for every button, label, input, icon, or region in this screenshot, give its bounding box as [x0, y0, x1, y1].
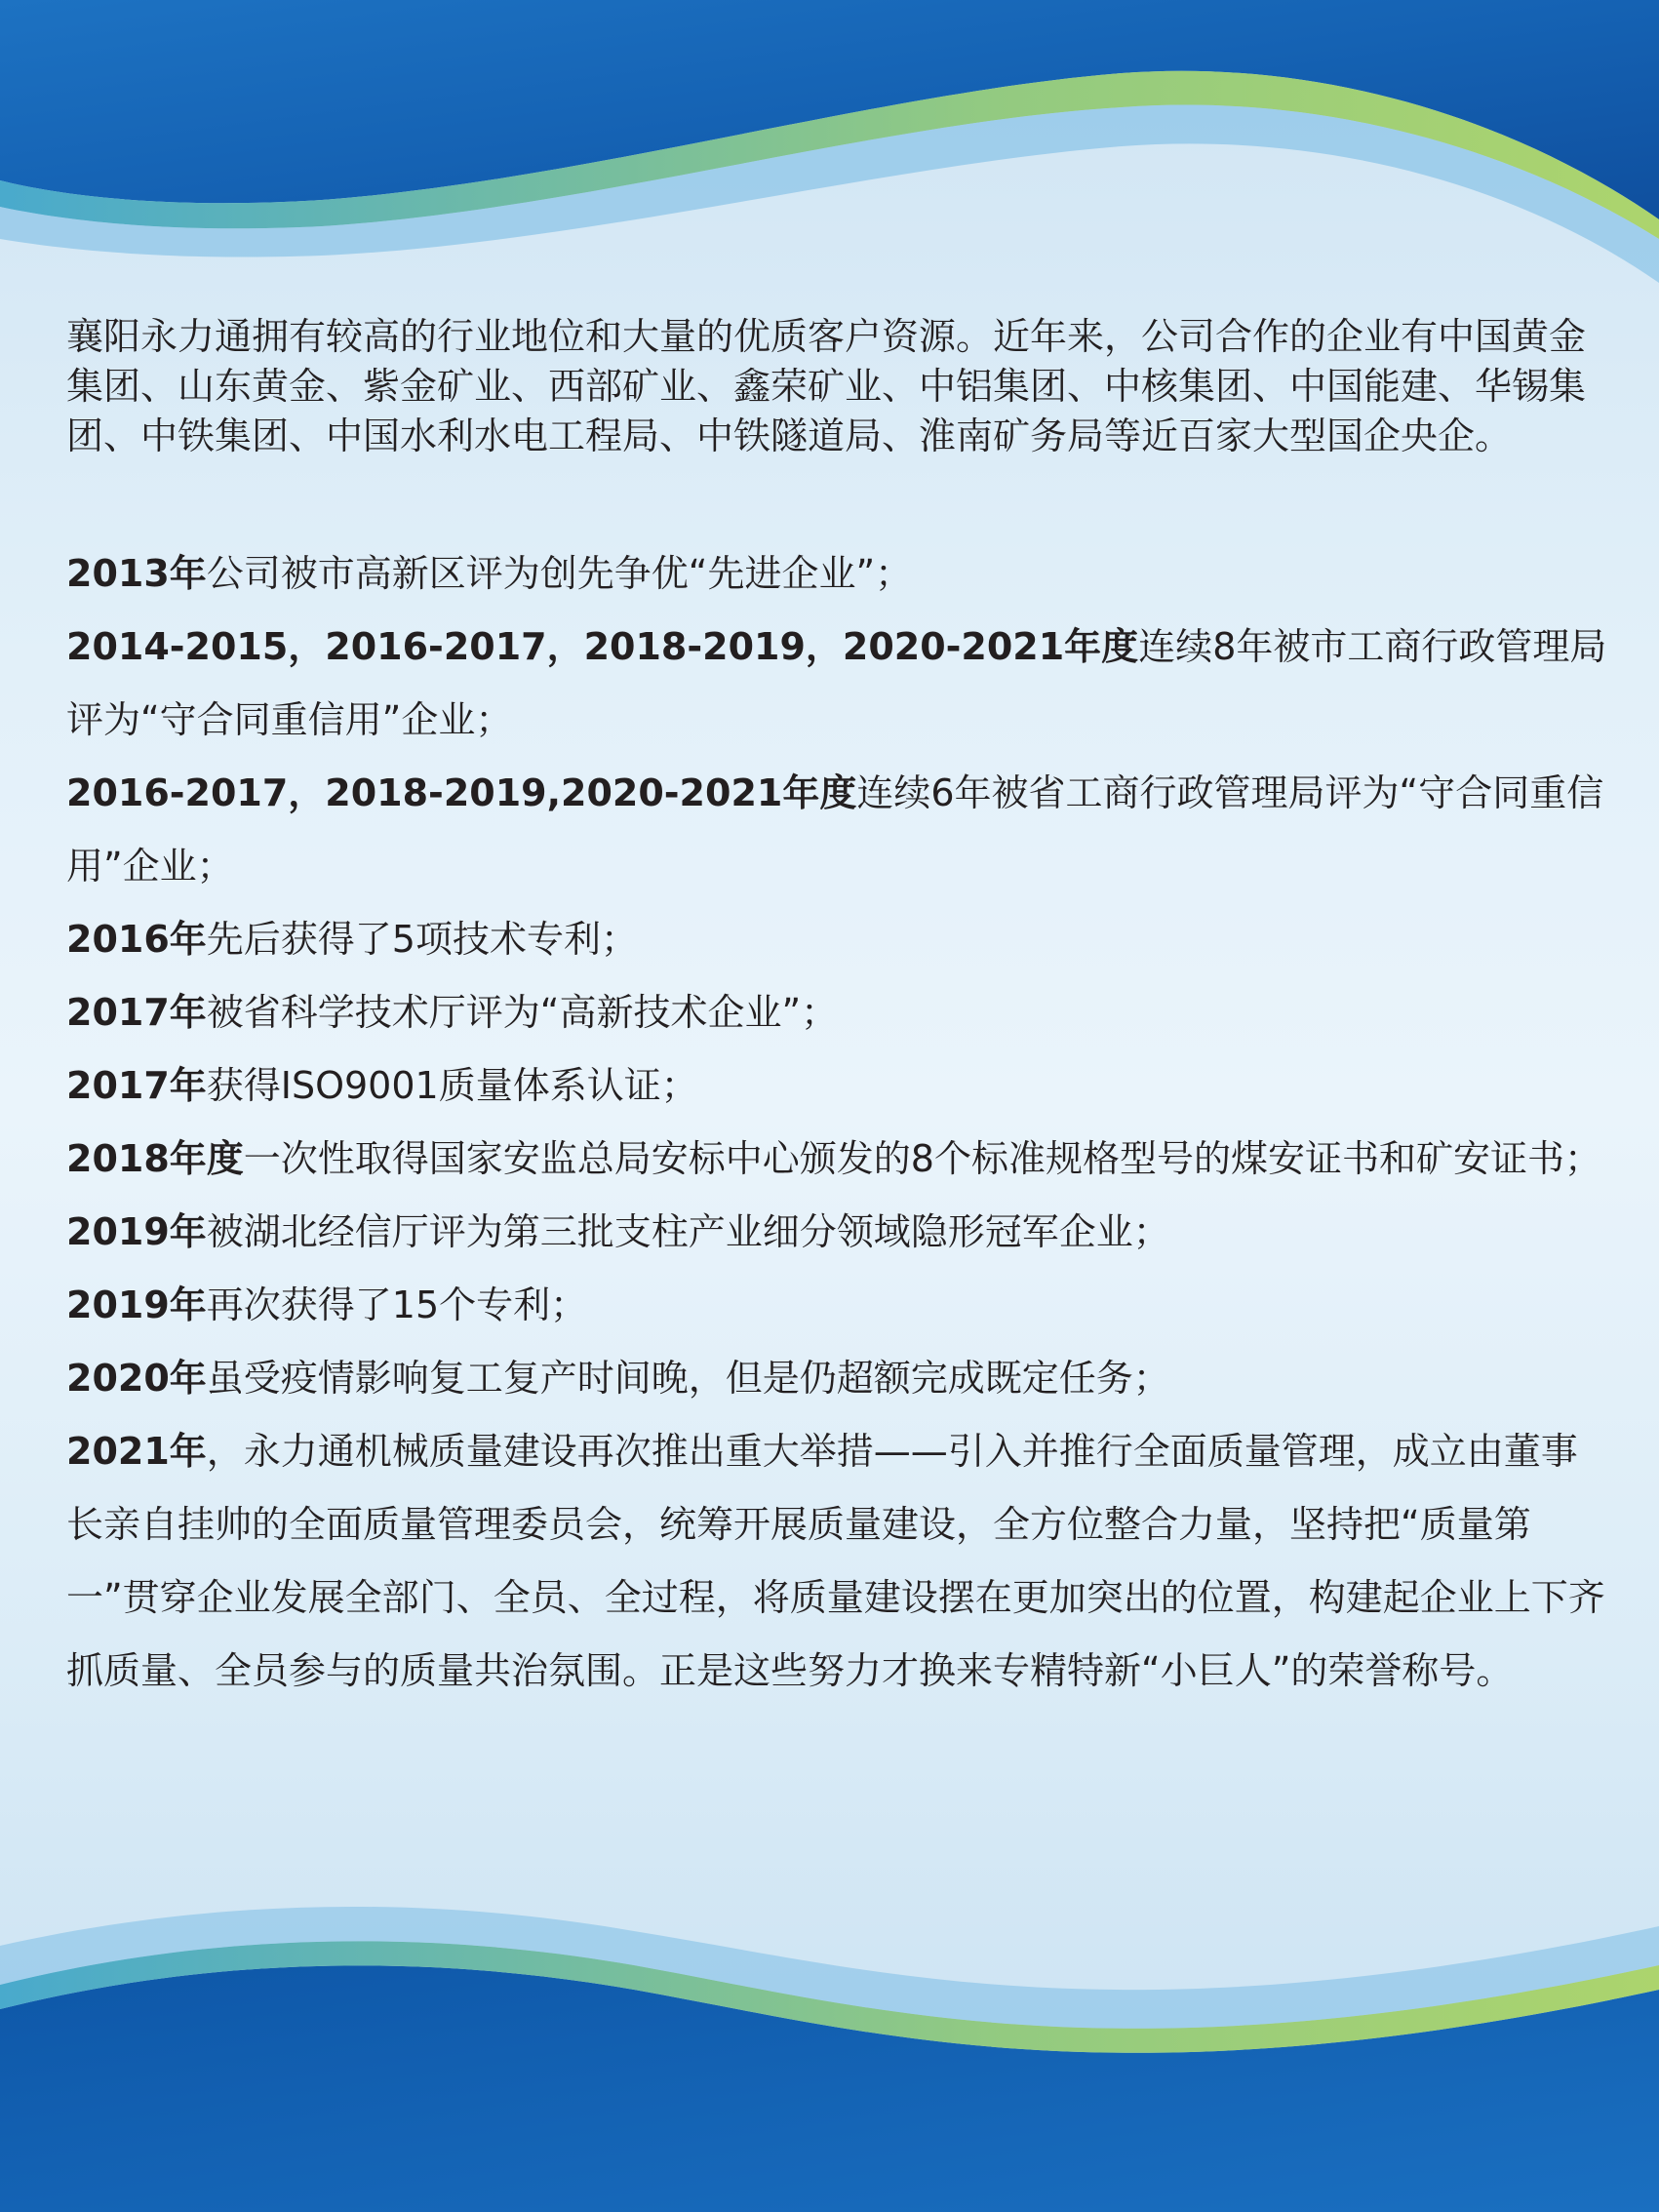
- milestone-year: 2020年: [66, 1357, 207, 1400]
- milestone-2020: [66, 1342, 1607, 1415]
- milestone-year: 2013年: [66, 552, 207, 595]
- milestone-text: 再次获得了15个专利；: [206, 1284, 588, 1326]
- milestone-2019-champion: [66, 1196, 1607, 1269]
- content: [66, 312, 1607, 1708]
- milestone-text: 获得ISO9001质量体系认证；: [206, 1064, 698, 1107]
- intro-paragraph: 襄阳永力通拥有较高的行业地位和大量的优质客户资源。近年来，公司合作的企业有中国黄金集团、山东黄金、紫金矿业、西部矿业、鑫荣矿业、中铝集团、中核集团、中国能建、华锡集团、中铁集团、中国水利水电工程局、中铁隧道局、淮南矿务局等近百家大型国企央企。: [66, 315, 1587, 457]
- milestone-2019-patents: [66, 1269, 1607, 1342]
- milestone-text: 公司被市高新区评为创先争优“先进企业”；: [206, 552, 913, 595]
- milestone-year: 2017年: [66, 1064, 207, 1107]
- milestone-text: 连续6年被省工商行政管理局评为“守合同重信用”企业；: [66, 771, 1604, 888]
- milestone-text: 虽受疫情影响复工复产时间晚，但是仍超额完成既定任务；: [206, 1357, 1170, 1400]
- milestone-year: 2014-2015，2016-2017，2018-2019，2020-2021年度: [66, 625, 1139, 668]
- milestone-text: 一次性取得国家安监总局安标中心颁发的8个标准规格型号的煤安证书和矿安证书；: [243, 1137, 1601, 1180]
- milestone-2017-hightech: [66, 976, 1607, 1049]
- milestone-2018: [66, 1123, 1607, 1196]
- milestone-year: 2016年: [66, 918, 207, 961]
- milestone-text: ，永力通机械质量建设再次推出重大举措——引入并推行全面质量管理，成立由董事长亲自挂帅的全面质量管理委员会，统筹开展质量建设，全方位整合力量，坚持把“质量第一”贯穿企业发展全部门、全员、全过程，将质量建设摆在更加突出的位置，构建起企业上下齐抓质量、全员参与的质量共治氛围。正是这些努力才换来专精特新“小巨人”的荣誉称号。: [66, 1430, 1605, 1692]
- milestone-year: 2019年: [66, 1210, 207, 1253]
- milestone-list: [66, 537, 1607, 1708]
- milestone-year: 2017年: [66, 991, 207, 1034]
- milestone-2016: [66, 903, 1607, 976]
- milestone-year: 2018年度: [66, 1137, 244, 1180]
- milestone-text: 被省科学技术厅评为“高新技术企业”；: [206, 991, 839, 1034]
- milestone-2017-iso: [66, 1049, 1607, 1123]
- milestone-2021: [66, 1415, 1607, 1708]
- milestone-text: 连续8年被市工商行政管理局评为“守合同重信用”企业；: [66, 625, 1607, 741]
- milestone-text: 被湖北经信厅评为第三批支柱产业细分领域隐形冠军企业；: [206, 1210, 1170, 1253]
- milestone-2013: [66, 537, 1607, 611]
- milestone-text: 先后获得了5项技术专利；: [206, 918, 638, 961]
- milestone-year: 2019年: [66, 1284, 207, 1326]
- milestone-year: 2021年: [66, 1430, 207, 1473]
- milestone-2016-2021-province: [66, 757, 1607, 903]
- milestone-2014-2021-city: [66, 611, 1607, 757]
- milestone-year: 2016-2017，2018-2019,2020-2021年度: [66, 771, 857, 814]
